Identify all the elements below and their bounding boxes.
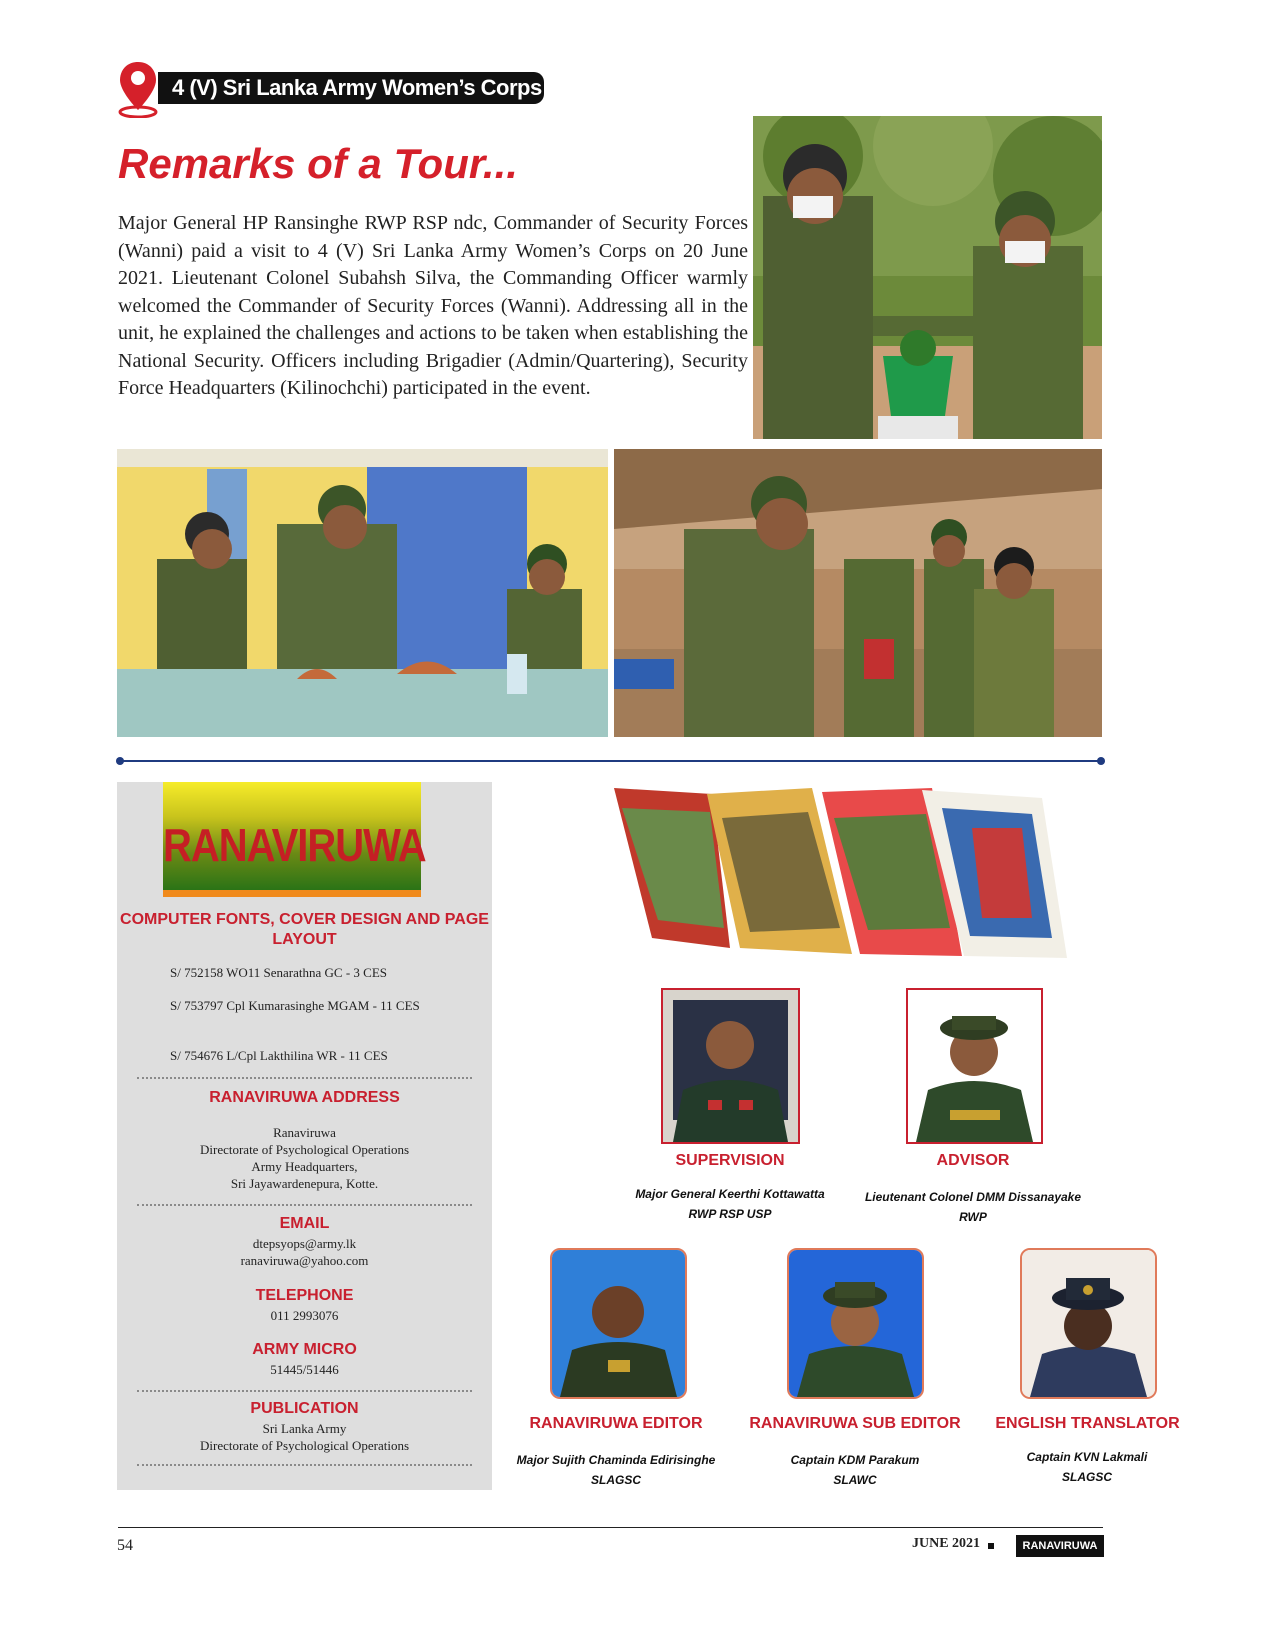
layout-staff-3: S/ 754676 L/Cpl Lakthilina WR - 11 CES [170, 1048, 388, 1063]
email-heading: EMAIL [279, 1215, 330, 1232]
role-translator: ENGLISH TRANSLATOR [995, 1415, 1180, 1432]
dotted-separator [137, 1464, 472, 1466]
dotted-separator [137, 1390, 472, 1392]
address-line: Army Headquarters, [251, 1159, 358, 1174]
role-advisor: ADVISOR [936, 1152, 1010, 1169]
footer-rule [118, 1527, 1103, 1528]
footer-brand: RANAVIRUWA [1016, 1535, 1104, 1557]
micro-heading: ARMY MICRO [252, 1341, 357, 1358]
publication-heading: PUBLICATION [250, 1400, 359, 1417]
portrait-translator [1020, 1248, 1157, 1399]
name-editor: Major Sujith Chaminda Edirisinghe SLAGSC [516, 1453, 716, 1487]
square-bullet-icon [988, 1543, 994, 1549]
section-divider [118, 760, 1103, 762]
dotted-separator [137, 1077, 472, 1079]
dotted-separator [137, 1204, 472, 1206]
publication-line: Sri Lanka Army [262, 1421, 347, 1436]
issue-date: JUNE 2021 [912, 1536, 981, 1551]
magazine-covers-image [612, 788, 1104, 960]
portrait-editor [550, 1248, 687, 1399]
role-editor: RANAVIRUWA EDITOR [529, 1415, 703, 1432]
role-sub-editor: RANAVIRUWA SUB EDITOR [749, 1415, 961, 1432]
email-address: ranaviruwa@yahoo.com [240, 1253, 369, 1268]
credits-panel [117, 782, 492, 1490]
name-sub-editor: Captain KDM Parakum SLAWC [790, 1453, 920, 1487]
page-number: 54 [117, 1537, 133, 1554]
email-address: dtepsyops@army.lk [252, 1236, 357, 1251]
photo-handshake [753, 116, 1102, 439]
layout-heading: COMPUTER FONTS, COVER DESIGN AND PAGE LAYOUT [120, 911, 489, 948]
article-body: Major General HP Ransinghe RWP RSP ndc, Commander of Security Forces (Wanni) paid a visit to 4 (V) Sri Lanka Army Women’s Corps on 20 June 2021. Lieutenant Colonel Subahsh Silva, the Commanding Officer warmly welcomed the Commander of Security Forces (Wanni). Addressing all in the unit, he explained the challenges and actions to be taken when establishing the National Security. Officers including Brigadier (Admin/Quartering), Security Force Headquarters (Kilinochchi) participated in the event. [118, 212, 748, 399]
role-supervision: SUPERVISION [675, 1152, 785, 1169]
address-heading: RANAVIRUWA ADDRESS [209, 1089, 400, 1106]
portrait-supervision [661, 988, 800, 1144]
address-line: Ranaviruwa [273, 1125, 336, 1140]
portrait-advisor [906, 988, 1043, 1144]
layout-staff-2: S/ 753797 Cpl Kumarasinghe MGAM - 11 CES [170, 998, 420, 1013]
article-headline: Remarks of a Tour... [118, 140, 518, 187]
section-banner [118, 58, 548, 118]
telephone-heading: TELEPHONE [255, 1287, 354, 1304]
layout-staff-1: S/ 752158 WO11 Senarathna GC - 3 CES [170, 965, 388, 980]
name-advisor: Lieutenant Colonel DMM Dissanayake RWP [864, 1190, 1082, 1224]
photo-table-visit [117, 449, 608, 737]
name-translator: Captain KVN Lakmali SLAGSC [1026, 1450, 1148, 1484]
ranaviruwa-logo: RANAVIRUWA [163, 782, 421, 897]
micro-number: 51445/51446 [270, 1362, 339, 1377]
address-line: Sri Jayawardenepura, Kotte. [230, 1176, 379, 1191]
publication-line: Directorate of Psychological Operations [199, 1438, 409, 1453]
portrait-sub-editor [787, 1248, 924, 1399]
address-line: Directorate of Psychological Operations [199, 1142, 409, 1157]
name-supervision: Major General Keerthi Kottawatta RWP RSP USP [635, 1187, 825, 1221]
telephone-number: 011 2993076 [270, 1308, 339, 1323]
photo-shed-greeting [614, 449, 1102, 737]
section-title: 4 (V) Sri Lanka Army Women’s Corps [158, 72, 544, 104]
